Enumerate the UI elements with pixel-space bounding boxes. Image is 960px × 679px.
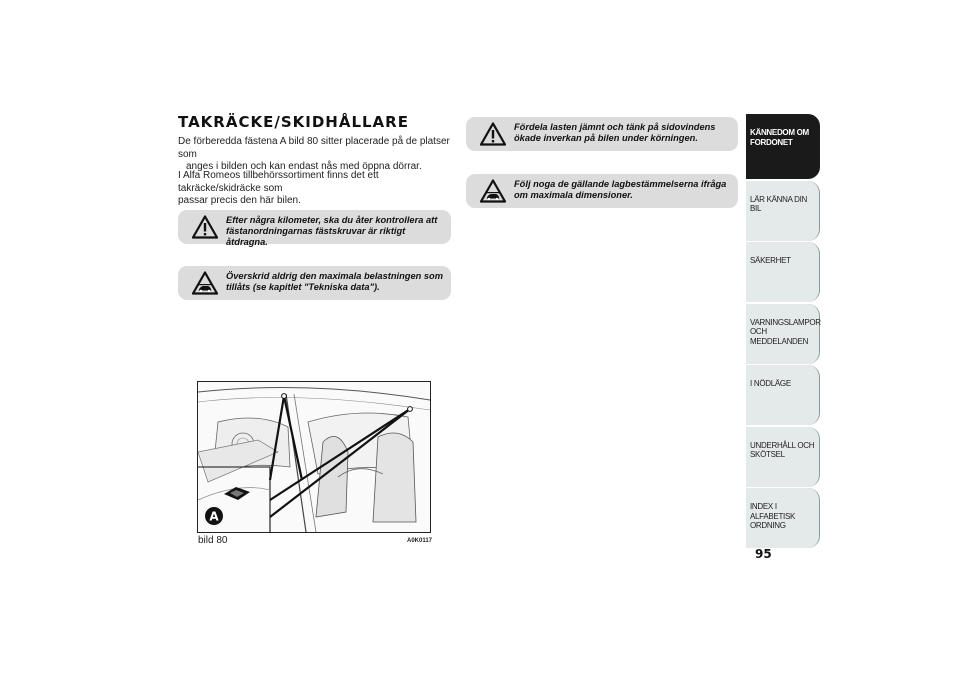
warning-triangle-icon [192,215,218,239]
body-paragraph [178,170,453,208]
warning-box [178,210,451,247]
figure-code: A0K0117 [407,538,433,544]
tab-varningslampor[interactable] [746,304,820,364]
tab-underhall-och-skotsel[interactable] [746,427,820,487]
warning-text: Följ noga de gällande lagbestämmelserna ifråga om maximala dimensioner. [514,179,727,200]
tab-label: I NÖDLÄGE [750,379,791,388]
body-paragraph [178,136,453,174]
warning-text: Fördela lasten jämnt och tänk på sidovindens ökade inverkan på bilen under körningen. [514,122,716,143]
tab-index[interactable] [746,488,820,548]
warning-box [178,266,451,300]
tab-label: KÄNNEDOM OM FORDONET [750,128,809,147]
paragraph-line: passar precis den här bilen. [178,195,301,206]
paragraph-line: anges i bilden och kan endast nås med öppna dörrar. [186,161,422,172]
chapter-sidebar [746,114,820,550]
paragraph-line: De förberedda fästena A bild 80 sitter placerade på de platser som [178,136,450,160]
page-title: TAKRÄCKE/SKIDHÅLLARE [178,113,409,131]
tab-label: INDEX I ALFABETISK ORDNING [750,502,796,530]
tab-lar-kanna-din-bil[interactable] [746,181,820,241]
warning-box [466,174,738,208]
warning-box [466,117,738,151]
callout-label: A [209,509,219,524]
tab-kannedom-om-fordonet[interactable] [746,114,820,179]
page-number: 95 [755,547,772,561]
warning-triangle-icon [480,122,506,146]
tab-label: UNDERHÅLL OCH SKÖTSEL [750,440,815,459]
tab-label: VARNINGSLAMPOR OCH MEDDELANDEN [750,317,821,346]
paragraph-line: I Alfa Romeos tillbehörssortiment finns det ett takräcke/skidräcke som [178,170,379,194]
roof-load-icon [480,179,506,203]
tab-sakerhet[interactable] [746,242,820,302]
roof-load-icon [192,271,218,295]
tab-label: SÄKERHET [750,256,791,265]
figure-roof-rack-mounts [197,381,431,533]
car-interior-illustration [198,382,430,532]
warning-text: Överskrid aldrig den maximala belastningen som tillåts (se kapitlet "Tekniska data"). [226,271,444,292]
tab-i-nodlage[interactable] [746,365,820,425]
warning-text: Efter några kilometer, ska du åter kontrollera att fästanordningarnas fästskruvar är riktigt åtdragna. [226,215,438,247]
tab-label: LÄR KÄNNA DIN BIL [750,194,808,213]
figure-caption: bild 80 [198,535,228,546]
